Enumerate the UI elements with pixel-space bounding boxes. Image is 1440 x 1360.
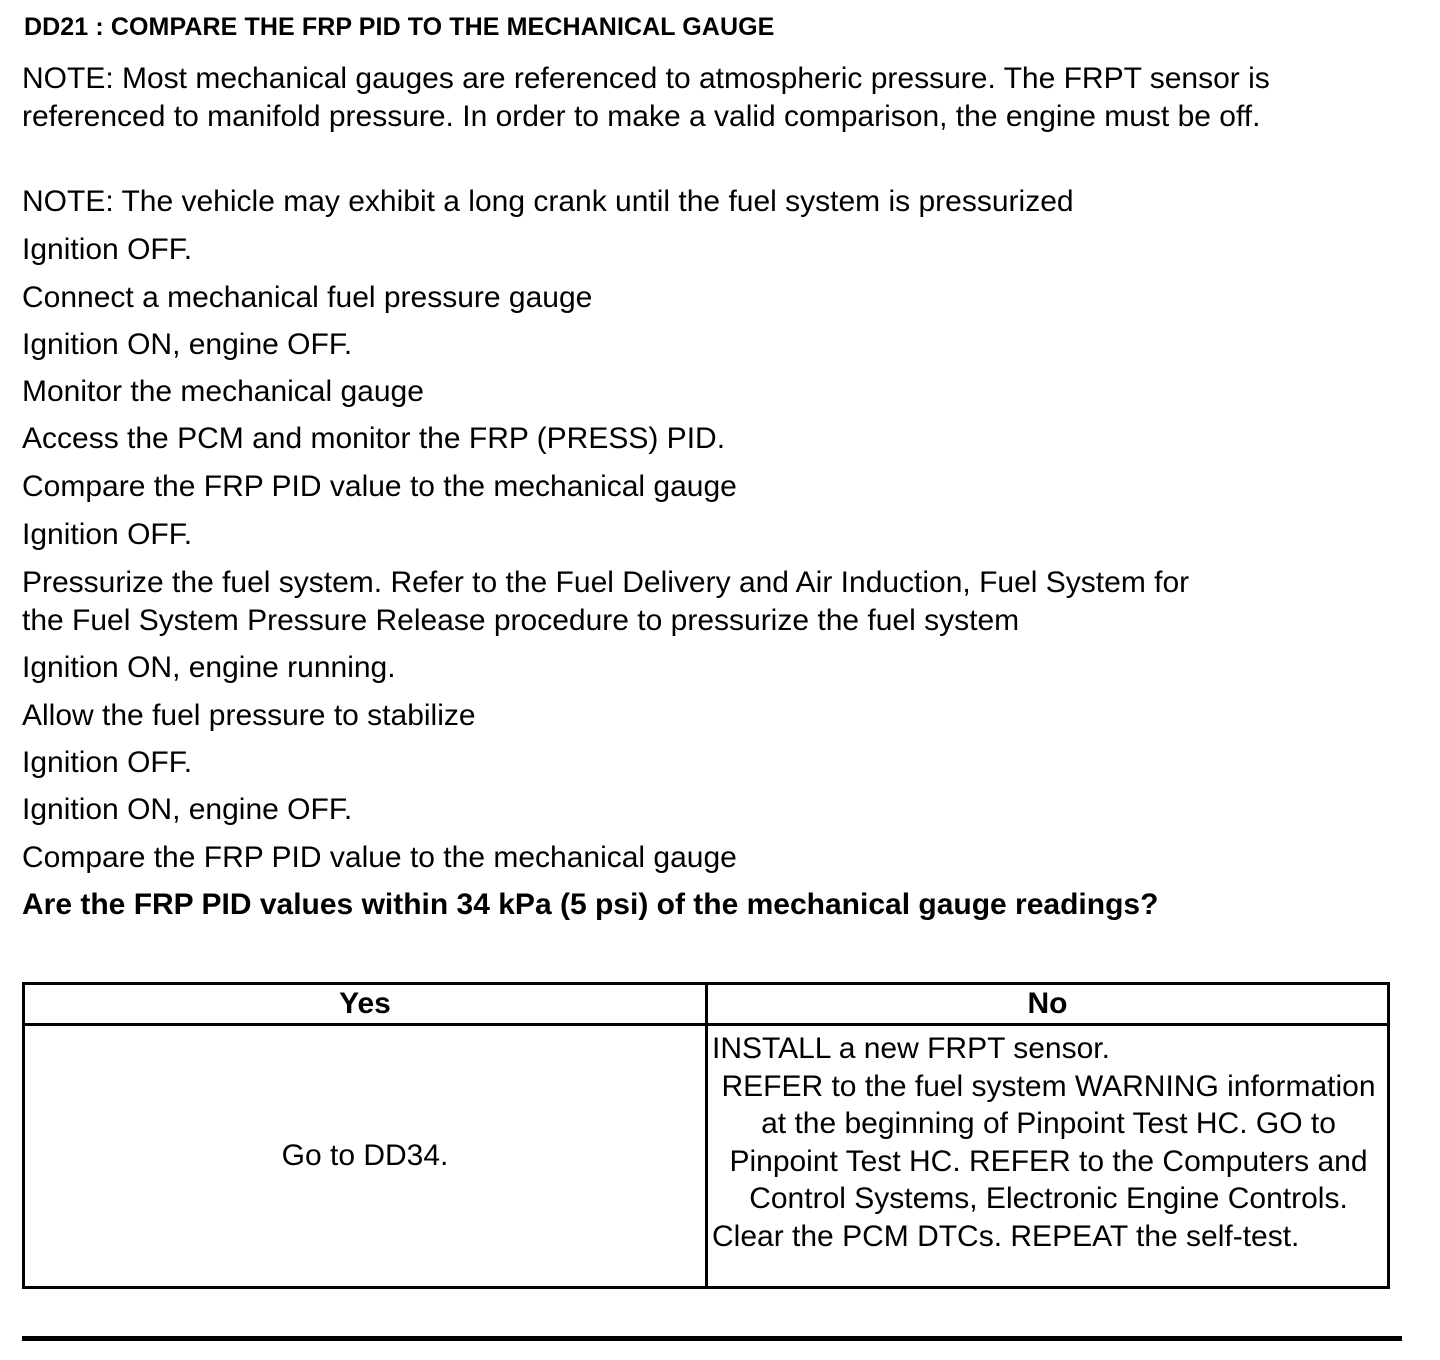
step-ignition-on-engine-off: Ignition ON, engine OFF. [22, 793, 353, 826]
step-stabilize: Allow the fuel pressure to stabilize [22, 699, 476, 732]
result-table [22, 982, 1390, 1289]
no-action-refer: REFER to the fuel system WARNING information at the beginning of Pinpoint Test HC. GO to Pinpoint Test HC. REFER to the Computers and Control Systems, Electronic Engine Controls. [721, 1069, 1376, 1215]
no-action-cell [707, 1025, 1389, 1288]
step-connect-gauge: Connect a mechanical fuel pressure gauge [22, 281, 593, 314]
step-ignition-on-engine-off: Ignition ON, engine OFF. [22, 328, 353, 361]
bottom-divider [22, 1336, 1402, 1341]
step-ignition-on-running: Ignition ON, engine running. [22, 651, 396, 684]
no-action-clear-dtcs: Clear the PCM DTCs. REPEAT the self-test. [712, 1219, 1300, 1253]
step-compare-pid: Compare the FRP PID value to the mechanical gauge [22, 470, 737, 503]
note-atmospheric-reference: NOTE: Most mechanical gauges are referenced to atmospheric pressure. The FRPT sensor is referenced to manifold pressure. In order to make a valid comparison, the engine must be off. [22, 62, 1270, 133]
step-compare-pid: Compare the FRP PID value to the mechanical gauge [22, 841, 737, 874]
step-ignition-off: Ignition OFF. [22, 518, 193, 551]
step-pressurize-line-2: the Fuel System Pressure Release procedure to pressurize the fuel system [22, 604, 1020, 637]
section-title: DD21 : COMPARE THE FRP PID TO THE MECHANICAL GAUGE [24, 13, 775, 41]
yes-action-cell: Go to DD34. [24, 1025, 707, 1288]
table-row [24, 1025, 1389, 1288]
step-ignition-off: Ignition OFF. [22, 746, 193, 779]
step-access-pcm: Access the PCM and monitor the FRP (PRESS) PID. [22, 422, 726, 455]
header-no: No [707, 984, 1389, 1025]
step-ignition-off: Ignition OFF. [22, 233, 193, 266]
decision-question: Are the FRP PID values within 34 kPa (5 psi) of the mechanical gauge readings? [22, 888, 1159, 921]
step-monitor-gauge: Monitor the mechanical gauge [22, 375, 424, 408]
header-yes: Yes [24, 984, 707, 1025]
table-header-row [24, 984, 1389, 1025]
step-pressurize-line-1: Pressurize the fuel system. Refer to the Fuel Delivery and Air Induction, Fuel System for [22, 566, 1190, 599]
note-long-crank: NOTE: The vehicle may exhibit a long crank until the fuel system is pressurized [22, 185, 1074, 218]
no-action-install: INSTALL a new FRPT sensor. [712, 1032, 1110, 1065]
